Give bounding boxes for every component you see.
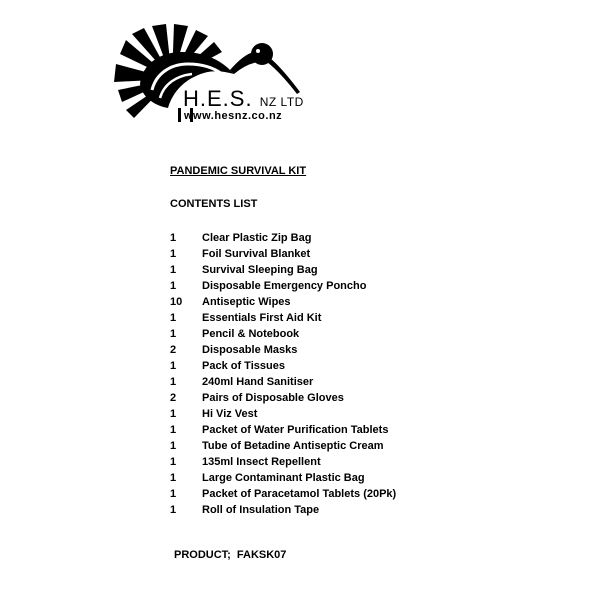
item-name: Foil Survival Blanket [202, 248, 311, 260]
item-name: Pairs of Disposable Gloves [202, 392, 344, 404]
product-code: PRODUCT; FAKSK07 [174, 549, 287, 561]
list-item [170, 278, 396, 294]
item-name: Survival Sleeping Bag [202, 264, 318, 276]
item-quantity: 1 [170, 440, 177, 452]
list-item [170, 502, 396, 518]
list-item [170, 390, 396, 406]
page-title: PANDEMIC SURVIVAL KIT [170, 165, 307, 177]
company-suffix: NZ LTD [259, 95, 304, 109]
item-quantity: 1 [170, 312, 177, 324]
item-name: Pencil & Notebook [202, 328, 300, 340]
item-quantity: 1 [170, 472, 177, 484]
contents-list-heading: CONTENTS LIST [170, 198, 258, 210]
item-quantity: 1 [170, 328, 177, 340]
list-item [170, 230, 396, 246]
item-name: Roll of Insulation Tape [202, 504, 320, 516]
list-item [170, 358, 396, 374]
item-quantity: 1 [170, 424, 177, 436]
list-item [170, 246, 396, 262]
item-quantity: 1 [170, 360, 177, 372]
item-quantity: 1 [170, 408, 177, 420]
item-quantity: 10 [170, 296, 183, 308]
item-quantity: 2 [170, 344, 177, 356]
list-item [170, 422, 396, 438]
list-item [170, 374, 396, 390]
list-item [170, 294, 396, 310]
list-item [170, 326, 396, 342]
item-quantity: 1 [170, 232, 177, 244]
list-item [170, 310, 396, 326]
item-quantity: 1 [170, 504, 177, 516]
item-name: Disposable Emergency Poncho [202, 280, 367, 292]
item-name: Large Contaminant Plastic Bag [202, 472, 365, 484]
company-website: www.hesnz.co.nz [184, 110, 283, 122]
company-name [183, 86, 304, 112]
contents-list [170, 230, 396, 518]
item-name: 240ml Hand Sanitiser [202, 376, 314, 388]
item-name: Hi Viz Vest [202, 408, 258, 420]
item-quantity: 1 [170, 280, 177, 292]
item-name: Packet of Water Purification Tablets [202, 424, 389, 436]
item-name: Packet of Paracetamol Tablets (20Pk) [202, 488, 397, 500]
item-name: Disposable Masks [202, 344, 298, 356]
item-quantity: 1 [170, 456, 177, 468]
item-quantity: 1 [170, 248, 177, 260]
item-quantity: 1 [170, 264, 177, 276]
list-item [170, 454, 396, 470]
item-name: Essentials First Aid Kit [202, 312, 322, 324]
list-item [170, 342, 396, 358]
company-name-text: H.E.S. [183, 86, 253, 111]
item-name: Tube of Betadine Antiseptic Cream [202, 440, 384, 452]
item-quantity: 1 [170, 488, 177, 500]
item-name: Antiseptic Wipes [202, 296, 291, 308]
item-name: Pack of Tissues [202, 360, 285, 372]
item-name: 135ml Insect Repellent [202, 456, 321, 468]
item-quantity: 1 [170, 376, 177, 388]
list-item [170, 262, 396, 278]
list-item [170, 486, 396, 502]
list-item [170, 438, 396, 454]
list-item [170, 470, 396, 486]
list-item [170, 406, 396, 422]
item-name: Clear Plastic Zip Bag [202, 232, 312, 244]
item-quantity: 2 [170, 392, 177, 404]
